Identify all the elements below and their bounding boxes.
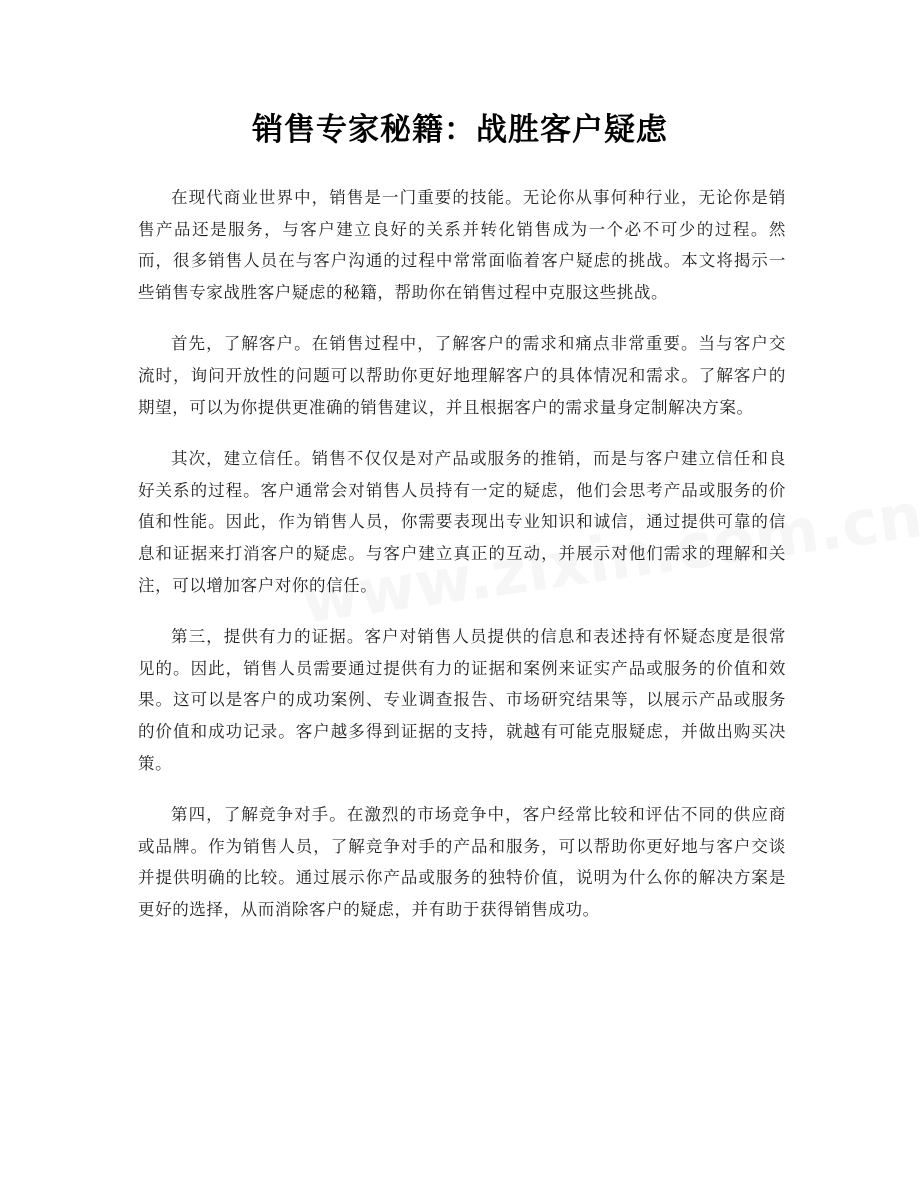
paragraph-intro: 在现代商业世界中，销售是一门重要的技能。无论你从事何种行业，无论你是销售产品还是服务，与客户建立良好的关系并转化销售成为一个必不可少的过程。然而，很多销售人员在与客户沟通的过程中常常面临着客户疑虑的挑战。本文将揭示一些销售专家战胜客户疑虑的秘籍，帮助你在销售过程中克服这些挑战。 bbox=[138, 188, 786, 302]
document-title: 销售专家秘籍：战胜客户疑虑 bbox=[252, 112, 668, 148]
paragraph-build-trust: 其次，建立信任。销售不仅仅是对产品或服务的推销，而是与客户建立信任和良好关系的过程。客户通常会对销售人员持有一定的疑虑，他们会思考产品或服务的价值和性能。因此，作为销售人员，你需要表现出专业知识和诚信，通过提供可靠的信息和证据来打消客户的疑虑。与客户建立真正的互动，并展示对他们需求的理解和关注，可以增加客户对你的信任。 bbox=[138, 449, 786, 595]
paragraph-understand-customer: 首先，了解客户。在销售过程中，了解客户的需求和痛点非常重要。当与客户交流时，询问开放性的问题可以帮助你更好地理解客户的具体情况和需求。了解客户的期望，可以为你提供更准确的销售建议，并且根据客户的需求量身定制解决方案。 bbox=[138, 334, 786, 417]
document-body bbox=[138, 182, 786, 945]
paragraph-know-competitors: 第四，了解竞争对手。在激烈的市场竞争中，客户经常比较和评估不同的供应商或品牌。作为销售人员，了解竞争对手的产品和服务，可以帮助你更好地与客户交谈并提供明确的比较。通过展示你产品或服务的独特价值，说明为什么你的解决方案是更好的选择，从而消除客户的疑虑，并有助于获得销售成功。 bbox=[138, 805, 786, 919]
paragraph-provide-evidence: 第三，提供有力的证据。客户对销售人员提供的信息和表述持有怀疑态度是很常见的。因此，销售人员需要通过提供有力的证据和案例来证实产品或服务的价值和效果。这可以是客户的成功案例、专业调查报告、市场研究结果等，以展示产品或服务的价值和成功记录。客户越多得到证据的支持，就越有可能克服疑虑，并做出购买决策。 bbox=[138, 627, 786, 773]
